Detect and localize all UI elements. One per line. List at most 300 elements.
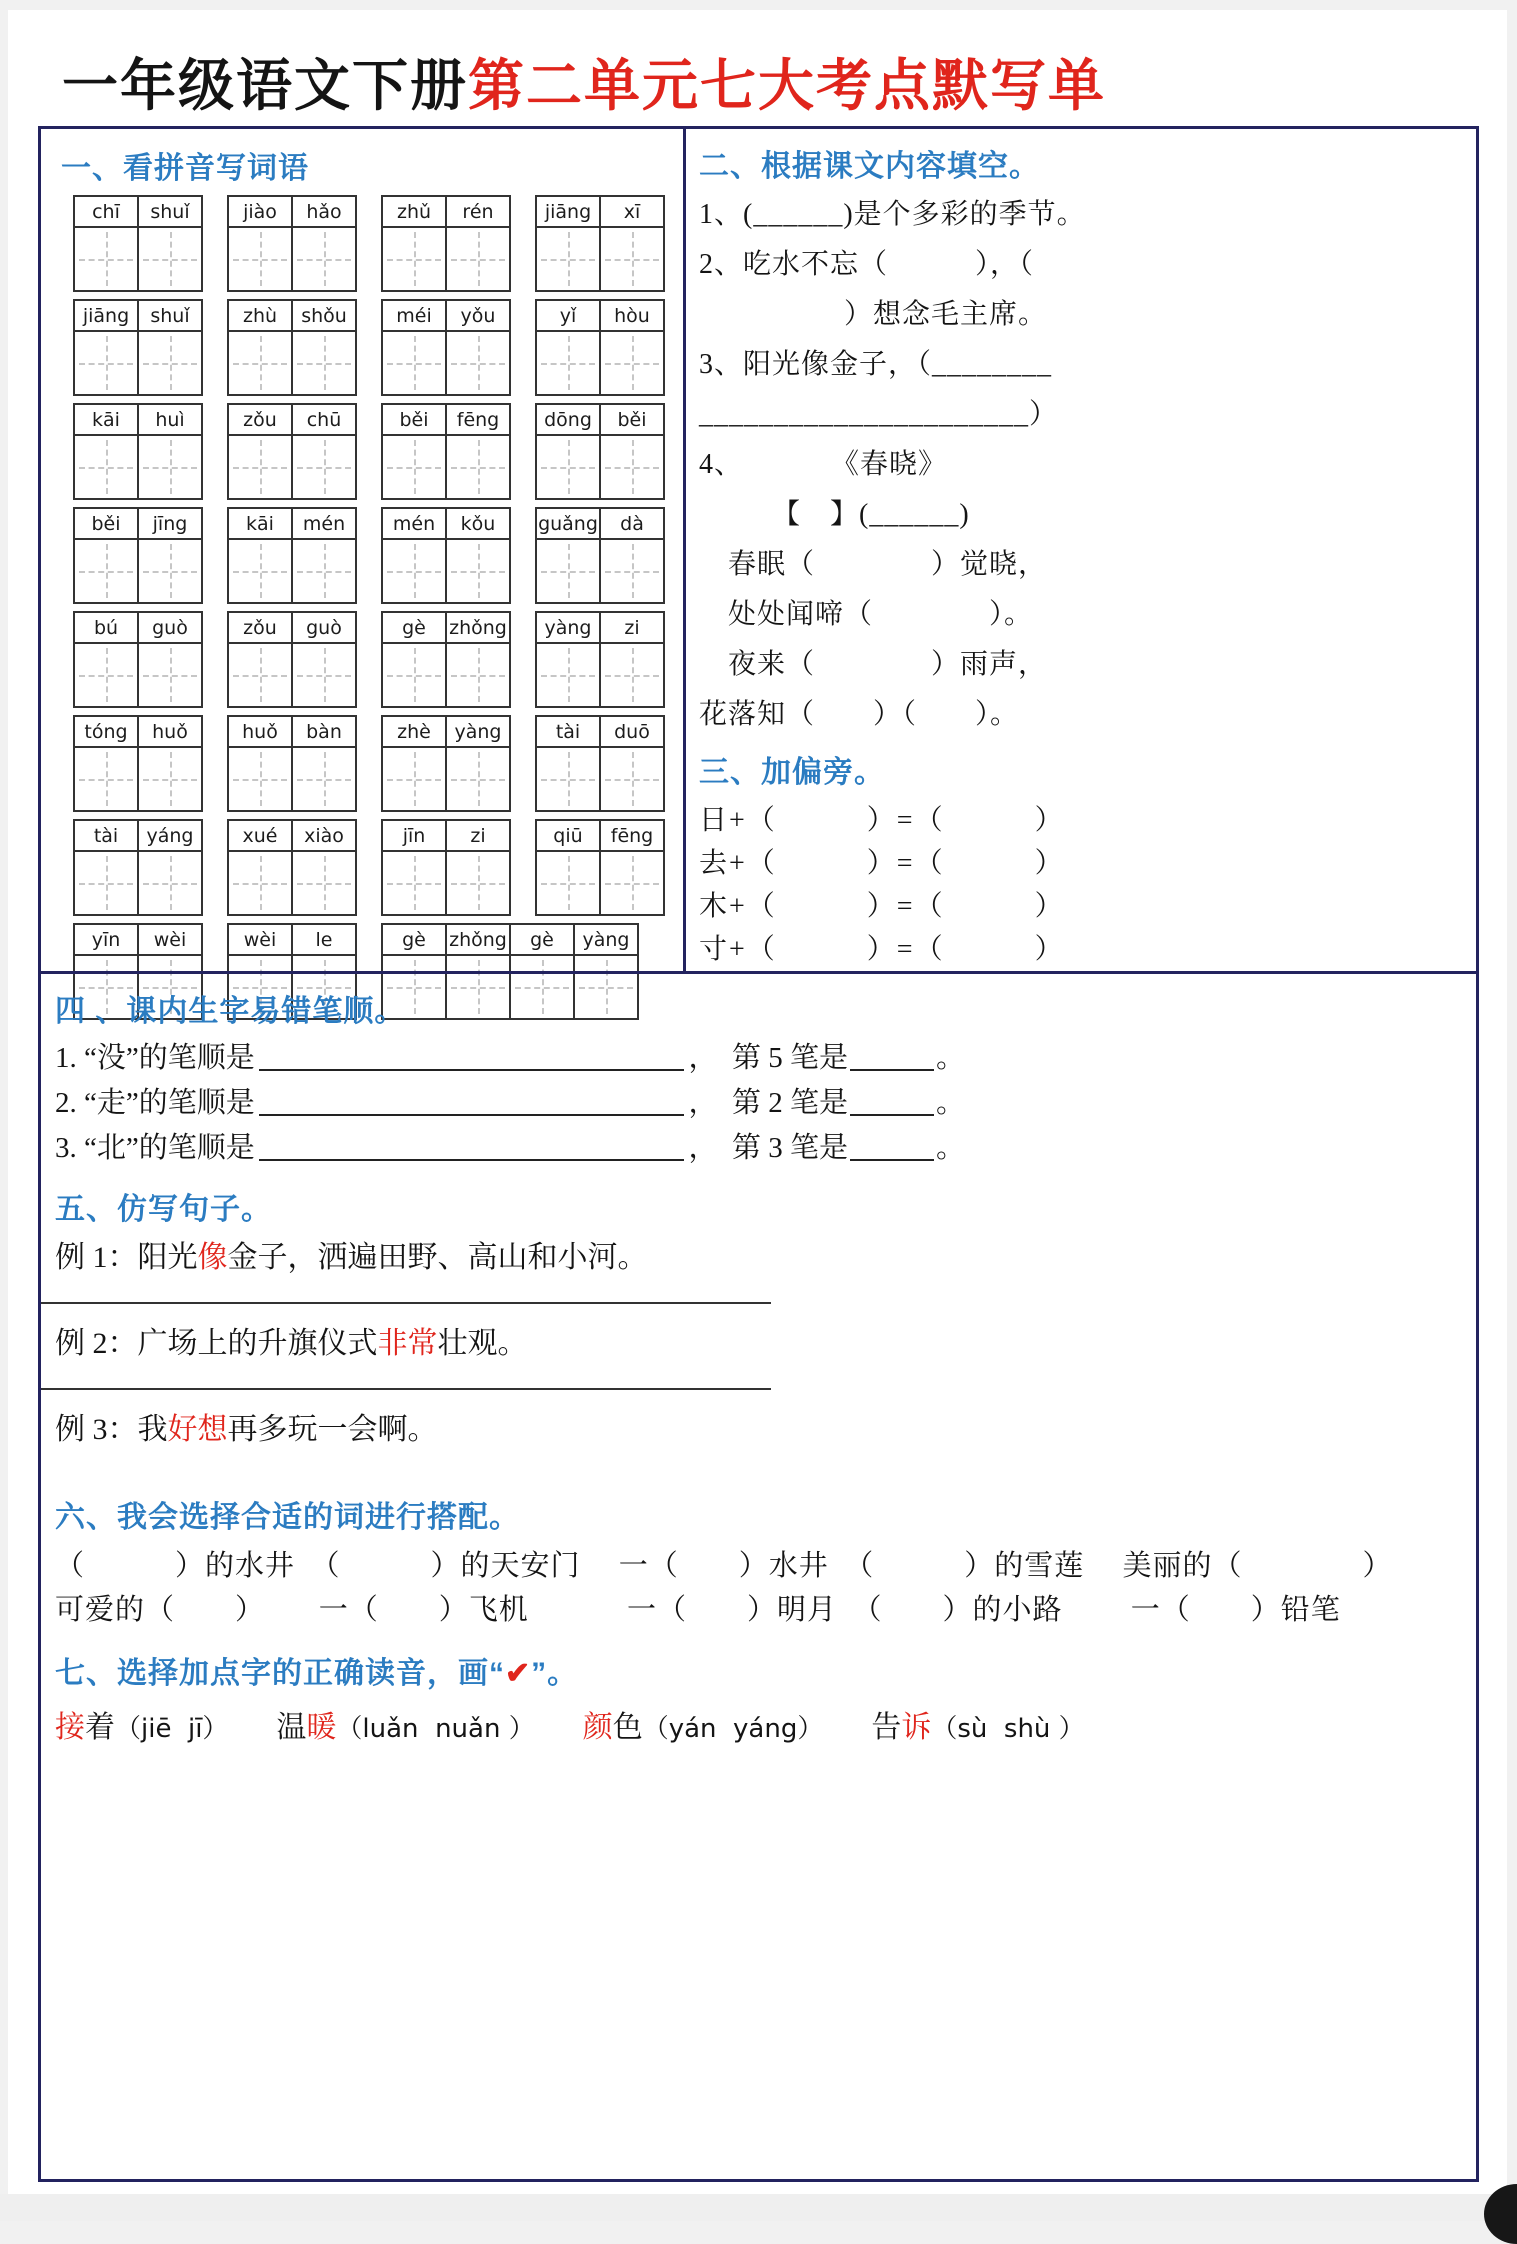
pinyin-word-block bbox=[381, 819, 511, 916]
pinyin-row bbox=[227, 403, 357, 436]
writing-cell bbox=[445, 538, 511, 604]
pinyin-word-block bbox=[73, 715, 203, 812]
stroke-item bbox=[55, 1038, 965, 1078]
pinyin-row bbox=[381, 195, 511, 228]
writing-cell bbox=[535, 642, 601, 708]
pinyin-syllable: huì bbox=[137, 403, 203, 436]
writing-cell bbox=[137, 226, 203, 292]
pinyin-row bbox=[535, 299, 665, 332]
answer-blank-short bbox=[850, 1041, 934, 1071]
writing-row bbox=[227, 330, 357, 396]
heading-segment: ✔ bbox=[505, 1657, 532, 1690]
writing-row bbox=[227, 642, 357, 708]
writing-cell bbox=[137, 850, 203, 916]
writing-row bbox=[535, 538, 665, 604]
writing-cell bbox=[445, 226, 511, 292]
pinyin-syllable: yīn bbox=[73, 923, 139, 956]
pinyin-word-block bbox=[73, 195, 203, 292]
pinyin-row bbox=[381, 507, 511, 540]
writing-cell bbox=[73, 226, 139, 292]
dotted-character: 告 bbox=[871, 1711, 902, 1744]
dotted-character: 接 bbox=[55, 1711, 85, 1744]
stroke-text: ， 第 5 笔是 bbox=[688, 1042, 848, 1074]
writing-row bbox=[535, 226, 665, 292]
section-pinyin bbox=[41, 129, 683, 971]
stroke-item bbox=[55, 1128, 965, 1168]
mimic-examples bbox=[55, 1236, 1462, 1452]
pinyin-word-block bbox=[381, 299, 511, 396]
pinyin-word-block bbox=[227, 195, 357, 292]
writing-cell bbox=[445, 434, 511, 500]
pinyin-syllable: kǒu bbox=[445, 507, 511, 540]
sentence-segment: 非常 bbox=[377, 1327, 438, 1360]
match-lines bbox=[55, 1544, 1462, 1632]
pinyin-syllable: chū bbox=[291, 403, 357, 436]
pinyin-word-block bbox=[227, 507, 357, 604]
pinyin-syllable: hǎo bbox=[291, 195, 357, 228]
fill-heading: 二、根据课文内容填空。 bbox=[699, 150, 1040, 183]
writing-row bbox=[73, 642, 203, 708]
pinyin-syllable: mén bbox=[291, 507, 357, 540]
writing-row bbox=[73, 746, 203, 812]
pinyin-choices: （sù shù ） bbox=[931, 1714, 1085, 1744]
writing-row bbox=[535, 642, 665, 708]
pinyin-row bbox=[73, 611, 203, 644]
pinyin-choices: （jiē jī） bbox=[115, 1714, 229, 1744]
pinyin-word-block bbox=[227, 403, 357, 500]
answer-line bbox=[41, 1302, 771, 1304]
pinyin-syllable: shuǐ bbox=[137, 299, 203, 332]
writing-cell bbox=[137, 642, 203, 708]
example-sentence bbox=[55, 1236, 1462, 1280]
fill-line: 处处闻啼（ ）。 bbox=[699, 599, 1034, 630]
pinyin-syllable: yàng bbox=[535, 611, 601, 644]
writing-cell bbox=[381, 642, 447, 708]
writing-cell bbox=[599, 746, 665, 812]
pinyin-row bbox=[381, 715, 511, 748]
writing-cell bbox=[227, 226, 293, 292]
writing-cell bbox=[381, 746, 447, 812]
pinyin-syllable: huǒ bbox=[227, 715, 293, 748]
example-sentence bbox=[55, 1322, 1462, 1366]
sentence-segment: 金子，洒遍田野、高山和小河。 bbox=[227, 1241, 648, 1274]
writing-cell bbox=[599, 538, 665, 604]
pinyin-word-block bbox=[73, 819, 203, 916]
writing-cell bbox=[291, 434, 357, 500]
pinyin-syllable: fēng bbox=[445, 403, 511, 436]
fill-line: 4、 《春晓》 bbox=[699, 449, 948, 480]
writing-cell bbox=[291, 538, 357, 604]
example-sentence bbox=[55, 1408, 1462, 1452]
writing-cell bbox=[445, 330, 511, 396]
pinyin-syllable: huǒ bbox=[137, 715, 203, 748]
pinyin-word-block bbox=[227, 715, 357, 812]
page-title bbox=[62, 42, 1106, 122]
writing-cell bbox=[73, 538, 139, 604]
pinyin-syllable: rén bbox=[445, 195, 511, 228]
pinyin-syllable: méi bbox=[381, 299, 447, 332]
pinyin-word-block bbox=[381, 403, 511, 500]
writing-cell bbox=[381, 850, 447, 916]
writing-row bbox=[73, 850, 203, 916]
pinyin-syllable: zi bbox=[599, 611, 665, 644]
writing-cell bbox=[535, 434, 601, 500]
pinyin-row bbox=[227, 819, 357, 852]
writing-row bbox=[535, 850, 665, 916]
answer-blank-long bbox=[259, 1131, 685, 1161]
pinyin-syllable: gè bbox=[381, 611, 447, 644]
match-heading: 六、我会选择合适的词进行搭配。 bbox=[55, 1501, 520, 1534]
pinyin-syllable: qiū bbox=[535, 819, 601, 852]
section-fill-blank bbox=[693, 129, 1086, 971]
title-red-part: 第二单元七大考点默写单 bbox=[468, 56, 1106, 118]
pinyin-row bbox=[535, 403, 665, 436]
title-black-part: 一年级语文下册 bbox=[62, 56, 468, 118]
writing-row bbox=[227, 538, 357, 604]
writing-cell bbox=[535, 226, 601, 292]
writing-cell bbox=[381, 330, 447, 396]
writing-row bbox=[381, 538, 511, 604]
pinyin-syllable: bàn bbox=[291, 715, 357, 748]
pinyin-syllable: xiào bbox=[291, 819, 357, 852]
pinyin-syllable: yáng bbox=[137, 819, 203, 852]
pinyin-word-block bbox=[73, 299, 203, 396]
writing-cell bbox=[227, 642, 293, 708]
pinyin-row bbox=[73, 819, 203, 852]
writing-cell bbox=[73, 746, 139, 812]
writing-cell bbox=[381, 226, 447, 292]
pinyin-row bbox=[73, 715, 203, 748]
heading-segment: 七、选择加点字的正确读音，画“ bbox=[55, 1657, 505, 1690]
pinyin-syllable: dà bbox=[599, 507, 665, 540]
stroke-text: ， 第 2 笔是 bbox=[688, 1087, 848, 1119]
writing-row bbox=[227, 850, 357, 916]
pinyin-word-block bbox=[227, 299, 357, 396]
pinyin-word-block bbox=[381, 507, 511, 604]
pinyin-word-block bbox=[535, 611, 665, 708]
pinyin-row bbox=[381, 299, 511, 332]
pronounce-item bbox=[276, 1702, 534, 1746]
answer-line bbox=[41, 1388, 771, 1390]
pinyin-choices: （luǎn nuǎn ） bbox=[336, 1714, 535, 1744]
pinyin-heading: 一、看拼音写词语 bbox=[61, 152, 309, 185]
writing-cell bbox=[137, 434, 203, 500]
pinyin-syllable: xī bbox=[599, 195, 665, 228]
pinyin-row bbox=[535, 715, 665, 748]
pinyin-syllable: zhè bbox=[381, 715, 447, 748]
writing-cell bbox=[381, 434, 447, 500]
pinyin-syllable: xué bbox=[227, 819, 293, 852]
pronounce-heading bbox=[55, 1648, 1462, 1692]
pinyin-grid-row bbox=[73, 715, 683, 812]
pinyin-syllable: zǒu bbox=[227, 611, 293, 644]
stroke-text: 。 bbox=[935, 1132, 965, 1164]
match-line: 可爱的（ ） 一（ ）飞机 一（ ）明月 （ ）的小路 一（ ）铅笔 bbox=[55, 1594, 1341, 1626]
pinyin-row bbox=[535, 819, 665, 852]
pinyin-syllable: le bbox=[291, 923, 357, 956]
fill-line: 2、吃水不忘（ ），（ bbox=[699, 249, 1035, 280]
sentence-segment: 例 3：我 bbox=[55, 1413, 168, 1446]
pinyin-syllable: fēng bbox=[599, 819, 665, 852]
writing-cell bbox=[73, 434, 139, 500]
writing-row bbox=[227, 226, 357, 292]
pinyin-syllable: zi bbox=[445, 819, 511, 852]
radical-line: 木+（ ）=（ ） bbox=[699, 891, 1065, 922]
pinyin-syllable: zhǒng bbox=[445, 611, 511, 644]
writing-cell bbox=[227, 538, 293, 604]
pinyin-syllable: gè bbox=[381, 923, 447, 956]
fill-line: 【 】(______) bbox=[699, 499, 970, 530]
pinyin-word-block bbox=[381, 611, 511, 708]
writing-row bbox=[381, 746, 511, 812]
writing-row bbox=[73, 538, 203, 604]
pinyin-grid-row bbox=[73, 403, 683, 500]
writing-cell bbox=[445, 850, 511, 916]
fill-lines bbox=[699, 193, 1086, 737]
pinyin-word-block bbox=[73, 507, 203, 604]
pinyin-syllable: tài bbox=[535, 715, 601, 748]
pinyin-syllable: guò bbox=[291, 611, 357, 644]
sentence-segment: 例 1：阳光 bbox=[55, 1241, 198, 1274]
pinyin-syllable: kāi bbox=[227, 507, 293, 540]
pinyin-grid bbox=[61, 195, 683, 1020]
pinyin-syllable: zhǔ bbox=[381, 195, 447, 228]
writing-row bbox=[73, 330, 203, 396]
pinyin-syllable: shǒu bbox=[291, 299, 357, 332]
writing-row bbox=[381, 642, 511, 708]
stroke-text: 3. “北”的笔顺是 bbox=[55, 1132, 255, 1164]
pinyin-word-block bbox=[381, 715, 511, 812]
pinyin-syllable: zǒu bbox=[227, 403, 293, 436]
pinyin-syllable: shuǐ bbox=[137, 195, 203, 228]
writing-row bbox=[227, 746, 357, 812]
pinyin-syllable: chī bbox=[73, 195, 139, 228]
dotted-character: 诉 bbox=[901, 1711, 932, 1744]
pinyin-row bbox=[535, 611, 665, 644]
pinyin-row bbox=[381, 819, 511, 852]
pinyin-syllable: zhù bbox=[227, 299, 293, 332]
writing-cell bbox=[291, 642, 357, 708]
pronounce-items bbox=[55, 1702, 1462, 1746]
writing-cell bbox=[599, 642, 665, 708]
answer-blank-short bbox=[850, 1086, 934, 1116]
writing-cell bbox=[137, 330, 203, 396]
pinyin-syllable: wèi bbox=[227, 923, 293, 956]
answer-blank-short bbox=[850, 1131, 934, 1161]
stroke-items bbox=[55, 1038, 1462, 1168]
fill-line: ）想念毛主席。 bbox=[699, 299, 1048, 330]
pinyin-word-block bbox=[535, 195, 665, 292]
pinyin-grid-row bbox=[73, 611, 683, 708]
writing-cell bbox=[137, 538, 203, 604]
writing-cell bbox=[227, 746, 293, 812]
pinyin-row bbox=[227, 611, 357, 644]
pinyin-syllable: guò bbox=[137, 611, 203, 644]
sentence-segment: 再多玩一会啊。 bbox=[227, 1413, 438, 1446]
pinyin-row bbox=[227, 299, 357, 332]
pinyin-syllable: tóng bbox=[73, 715, 139, 748]
writing-cell bbox=[599, 434, 665, 500]
writing-row bbox=[381, 850, 511, 916]
pinyin-syllable: yǒu bbox=[445, 299, 511, 332]
radical-line: 日+（ ）=（ ） bbox=[699, 805, 1065, 836]
pinyin-grid-row bbox=[73, 507, 683, 604]
writing-cell bbox=[535, 746, 601, 812]
sentence-segment: 壮观。 bbox=[437, 1327, 528, 1360]
fill-line: 夜来（ ）雨声， bbox=[699, 649, 1048, 680]
writing-cell bbox=[445, 642, 511, 708]
radical-line: 寸+（ ）=（ ） bbox=[699, 934, 1065, 965]
writing-cell bbox=[291, 226, 357, 292]
dotted-character: 温 bbox=[276, 1711, 307, 1744]
writing-row bbox=[535, 746, 665, 812]
pronounce-item bbox=[583, 1702, 824, 1746]
writing-cell bbox=[73, 642, 139, 708]
pinyin-row bbox=[73, 507, 203, 540]
writing-cell bbox=[73, 330, 139, 396]
pinyin-word-block bbox=[73, 611, 203, 708]
fill-line: ______________________） bbox=[699, 399, 1059, 430]
writing-cell bbox=[227, 434, 293, 500]
pinyin-row bbox=[381, 611, 511, 644]
pinyin-syllable: bú bbox=[73, 611, 139, 644]
page-bottom-edge bbox=[0, 2194, 1517, 2221]
writing-cell bbox=[599, 850, 665, 916]
writing-row bbox=[73, 226, 203, 292]
fill-line: 花落知（ ）（ ）。 bbox=[699, 699, 1020, 730]
pinyin-word-block bbox=[73, 403, 203, 500]
writing-row bbox=[535, 434, 665, 500]
dotted-character: 着 bbox=[85, 1711, 115, 1744]
pinyin-syllable: jiāng bbox=[73, 299, 139, 332]
pinyin-syllable: wèi bbox=[137, 923, 203, 956]
pronounce-item bbox=[55, 1702, 228, 1746]
stroke-text: 2. “走”的笔顺是 bbox=[55, 1087, 255, 1119]
pinyin-syllable: jīng bbox=[137, 507, 203, 540]
stroke-text: ， 第 3 笔是 bbox=[688, 1132, 848, 1164]
pinyin-word-block bbox=[381, 195, 511, 292]
pinyin-syllable: běi bbox=[73, 507, 139, 540]
pinyin-syllable: kāi bbox=[73, 403, 139, 436]
fill-line: 3、阳光像金子，（________ bbox=[699, 349, 1053, 380]
pronounce-item bbox=[871, 1702, 1084, 1746]
pinyin-row bbox=[227, 715, 357, 748]
section-bottom bbox=[41, 974, 1476, 1746]
pinyin-word-block bbox=[535, 819, 665, 916]
writing-cell bbox=[599, 226, 665, 292]
pinyin-choices: （yán yáng） bbox=[642, 1714, 824, 1744]
writing-cell bbox=[599, 330, 665, 396]
pinyin-row bbox=[381, 403, 511, 436]
stroke-item bbox=[55, 1083, 965, 1123]
pinyin-row bbox=[227, 923, 357, 956]
pinyin-syllable: zhǒng bbox=[445, 923, 511, 956]
answer-blank-long bbox=[259, 1086, 685, 1116]
writing-row bbox=[535, 330, 665, 396]
pinyin-word-block bbox=[535, 507, 665, 604]
writing-cell bbox=[291, 850, 357, 916]
pinyin-syllable: mén bbox=[381, 507, 447, 540]
writing-cell bbox=[73, 850, 139, 916]
worksheet-frame bbox=[38, 126, 1479, 2182]
pinyin-row bbox=[535, 195, 665, 228]
pinyin-syllable: guǎng bbox=[535, 507, 601, 540]
stroke-text: 。 bbox=[935, 1087, 965, 1119]
pinyin-row bbox=[381, 923, 639, 956]
pinyin-syllable: gè bbox=[509, 923, 575, 956]
writing-cell bbox=[381, 538, 447, 604]
writing-cell bbox=[137, 746, 203, 812]
pinyin-word-block bbox=[535, 403, 665, 500]
writing-cell bbox=[227, 330, 293, 396]
pinyin-syllable: yàng bbox=[445, 715, 511, 748]
pinyin-row bbox=[535, 507, 665, 540]
pinyin-row bbox=[227, 195, 357, 228]
pinyin-word-block bbox=[535, 299, 665, 396]
pinyin-row bbox=[73, 403, 203, 436]
pinyin-syllable: jīn bbox=[381, 819, 447, 852]
writing-row bbox=[227, 434, 357, 500]
writing-cell bbox=[535, 538, 601, 604]
sentence-segment: 例 2：广场上的升旗仪式 bbox=[55, 1327, 378, 1360]
sentence-segment: 像 bbox=[197, 1241, 228, 1274]
dotted-character: 暖 bbox=[306, 1711, 337, 1744]
pinyin-syllable: dōng bbox=[535, 403, 601, 436]
pinyin-syllable: běi bbox=[381, 403, 447, 436]
writing-row bbox=[381, 226, 511, 292]
dotted-character: 颜 bbox=[582, 1711, 613, 1744]
radical-heading: 三、加偏旁。 bbox=[699, 756, 885, 789]
heading-segment: ”。 bbox=[531, 1657, 579, 1690]
pinyin-syllable: yǐ bbox=[535, 299, 601, 332]
pinyin-grid-row bbox=[73, 299, 683, 396]
writing-cell bbox=[535, 850, 601, 916]
pinyin-row bbox=[73, 923, 203, 956]
stroke-text: 。 bbox=[935, 1042, 965, 1074]
sentence-segment: 好想 bbox=[167, 1413, 228, 1446]
fill-line: 春眠（ ）觉晓， bbox=[699, 549, 1048, 580]
pinyin-syllable: hòu bbox=[599, 299, 665, 332]
writing-cell bbox=[227, 850, 293, 916]
vertical-divider bbox=[683, 129, 686, 971]
stroke-text: 1. “没”的笔顺是 bbox=[55, 1042, 255, 1074]
pinyin-word-block bbox=[227, 611, 357, 708]
pinyin-row bbox=[73, 299, 203, 332]
pinyin-syllable: jiào bbox=[227, 195, 293, 228]
pinyin-row bbox=[73, 195, 203, 228]
fill-line: 1、(______)是个多彩的季节。 bbox=[699, 199, 1086, 230]
pinyin-row bbox=[227, 507, 357, 540]
radical-line: 去+（ ）=（ ） bbox=[699, 848, 1065, 879]
pinyin-syllable: běi bbox=[599, 403, 665, 436]
stroke-heading: 四 、课内生字易错笔顺。 bbox=[55, 995, 406, 1028]
writing-row bbox=[381, 330, 511, 396]
answer-blank-long bbox=[259, 1041, 685, 1071]
pinyin-syllable: jiāng bbox=[535, 195, 601, 228]
writing-cell bbox=[445, 746, 511, 812]
radical-lines bbox=[699, 799, 1079, 971]
pinyin-grid-row bbox=[73, 195, 683, 292]
pinyin-grid-row bbox=[73, 819, 683, 916]
mimic-heading: 五、仿写句子。 bbox=[55, 1193, 272, 1226]
writing-row bbox=[381, 434, 511, 500]
pinyin-word-block bbox=[227, 819, 357, 916]
pinyin-word-block bbox=[535, 715, 665, 812]
pinyin-syllable: duō bbox=[599, 715, 665, 748]
writing-cell bbox=[535, 330, 601, 396]
writing-cell bbox=[291, 330, 357, 396]
writing-cell bbox=[291, 746, 357, 812]
